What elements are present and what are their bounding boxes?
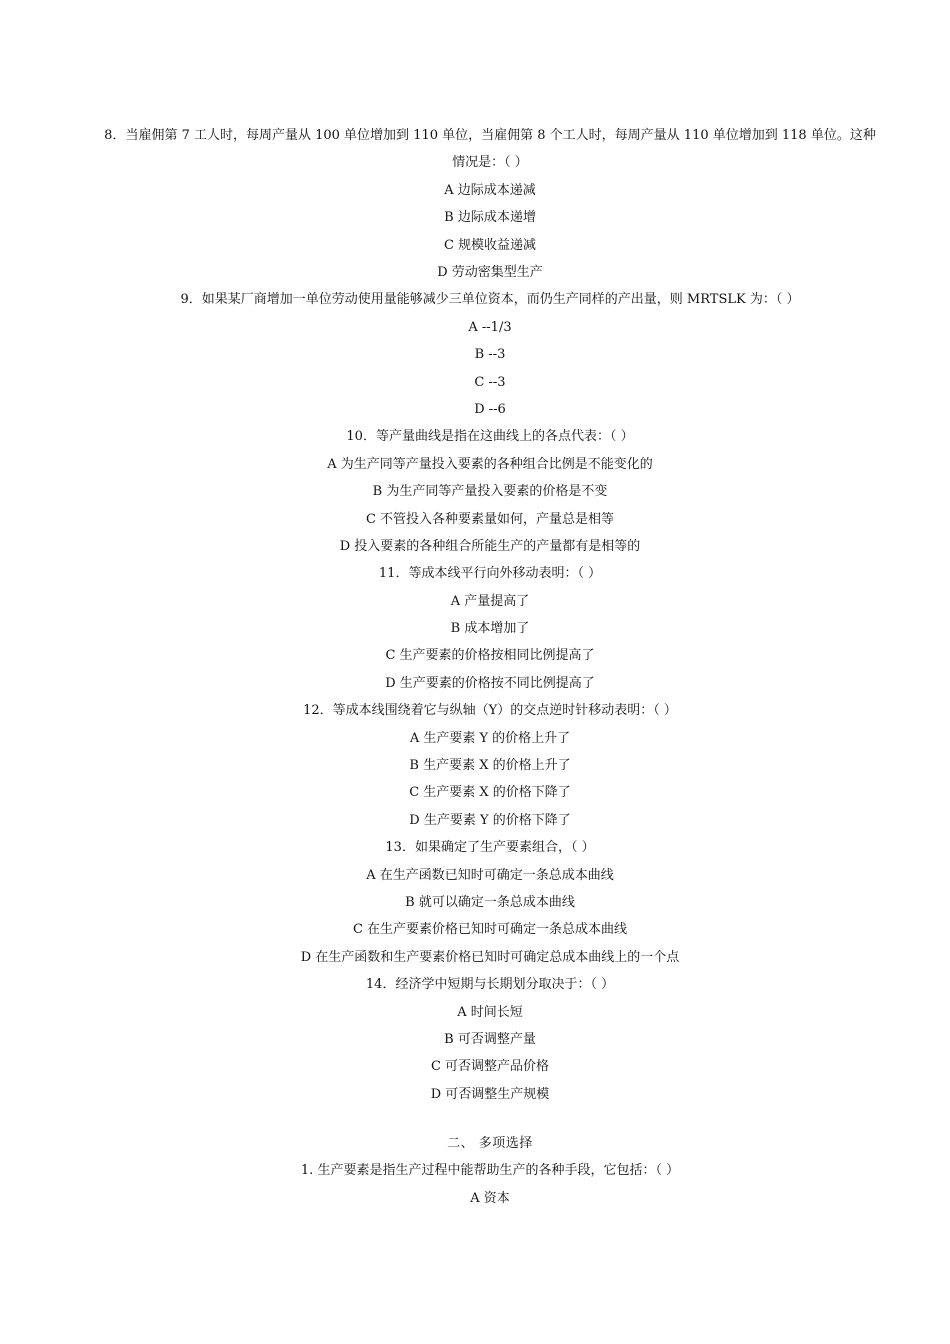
question-stem: 1. 生产要素是指生产过程中能帮助生产的各种手段，它包括：（ ）: [300, 1163, 680, 1179]
option-c: C --3: [474, 374, 506, 390]
option-b: B 为生产同等产量投入要素的价格是不变: [372, 484, 608, 500]
option-c: C 规模收益递减: [443, 237, 537, 253]
question-stem: 10．等产量曲线是指在这曲线上的各点代表：（ ）: [346, 429, 634, 445]
option-a: A 在生产函数已知时可确定一条总成本曲线: [366, 867, 614, 883]
option-d: D --6: [474, 401, 506, 417]
option-d: D 生产要素的价格按不同比例提高了: [385, 675, 595, 691]
question-stem: 8．当雇佣第 7 工人时，每周产量从 100 单位增加到 110 单位，当雇佣第 8 个工人时，每周产量从 110 单位增加到 118 单位。这种情况是：（ ）: [104, 128, 876, 171]
question-stem: 13．如果确定了生产要素组合，（ ）: [385, 840, 595, 856]
question-8: [100, 122, 880, 286]
question-14: [100, 971, 880, 1108]
option-b: B --3: [474, 347, 506, 363]
question-11: [100, 560, 880, 697]
question-13: [100, 834, 880, 971]
option-c: C 在生产要素价格已知时可确定一条总成本曲线: [352, 922, 628, 938]
option-d: D 在生产函数和生产要素价格已知时可确定总成本曲线上的一个点: [300, 949, 680, 965]
question-9: [100, 286, 880, 423]
option-d: D 劳动密集型生产: [437, 264, 543, 280]
option-b: B 成本增加了: [450, 621, 530, 637]
option-c: C 生产要素 X 的价格下降了: [409, 785, 571, 801]
option-b: B 生产要素 X 的价格上升了: [409, 758, 571, 774]
option-a: A 时间长短: [457, 1004, 523, 1020]
option-c: C 不管投入各种要素量如何，产量总是相等: [365, 511, 615, 527]
question-stem: 9．如果某厂商增加一单位劳动使用量能够减少三单位资本，而仍生产同样的产出量，则 MRTSLK 为：（ ）: [180, 292, 800, 308]
option-a: A --1/3: [468, 319, 512, 335]
option-d: D 投入要素的各种组合所能生产的产量都有是相等的: [339, 538, 641, 554]
question-stem: 11．等成本线平行向外移动表明：（ ）: [378, 566, 602, 582]
exam-content: [100, 122, 880, 1212]
option-a: A 资本: [470, 1190, 510, 1206]
option-a: A 为生产同等产量投入要素的各种组合比例是不能变化的: [327, 456, 653, 472]
option-a: A 产量提高了: [450, 593, 530, 609]
question-stem: 12．等成本线围绕着它与纵轴（Y）的交点逆时针移动表明：（ ）: [303, 703, 677, 719]
question-12: [100, 697, 880, 834]
option-d: D 生产要素 Y 的价格下降了: [409, 812, 571, 828]
question-10: [100, 423, 880, 560]
option-a: A 边际成本递减: [444, 182, 536, 198]
option-b: B 边际成本递增: [444, 210, 536, 226]
section-heading-multiple-choice: 二、 多项选择: [447, 1136, 533, 1152]
option-c: C 生产要素的价格按相同比例提高了: [385, 648, 595, 664]
option-a: A 生产要素 Y 的价格上升了: [409, 730, 571, 746]
option-d: D 可否调整生产规模: [430, 1086, 550, 1102]
option-b: B 就可以确定一条总成本曲线: [405, 894, 575, 910]
option-c: C 可否调整产品价格: [430, 1059, 550, 1075]
option-b: B 可否调整产量: [444, 1031, 536, 1047]
section-spacer: [100, 1108, 880, 1130]
multi-question-1: [100, 1157, 880, 1212]
question-stem: 14．经济学中短期与长期划分取决于：（ ）: [365, 977, 615, 993]
